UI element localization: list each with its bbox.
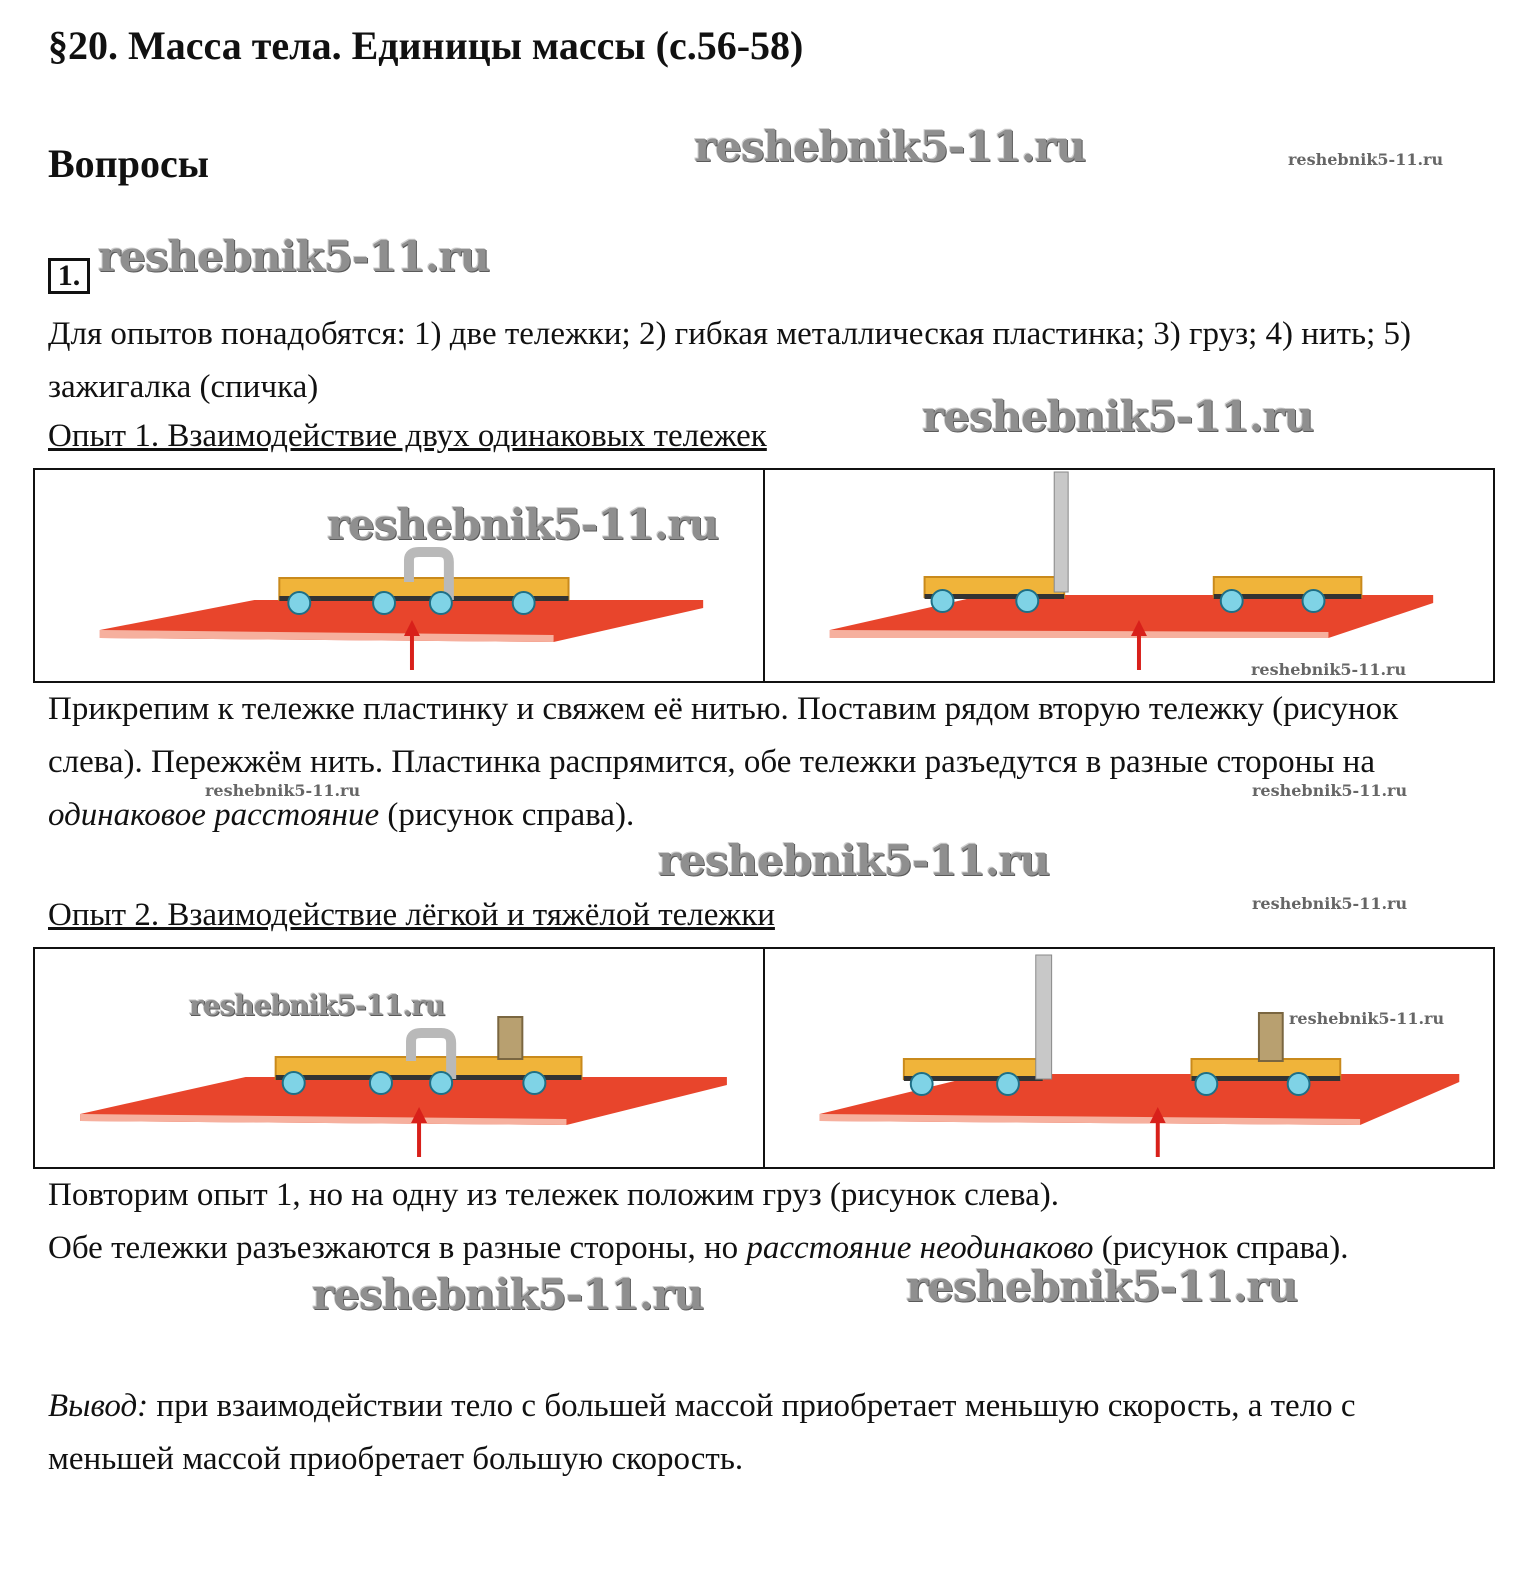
wheel — [1303, 590, 1325, 612]
watermark: reshebnik5-11.ru — [1289, 1009, 1445, 1028]
wheel — [523, 1072, 545, 1094]
question-number: 1. — [48, 258, 90, 294]
watermark: reshebnik5-11.ru — [906, 1262, 1298, 1311]
experiment1-left-panel — [35, 470, 763, 681]
wheel — [430, 1072, 452, 1094]
wheel — [997, 1073, 1019, 1095]
watermark: reshebnik5-11.ru — [1252, 894, 1408, 913]
weight — [498, 1017, 522, 1059]
watermark: reshebnik5-11.ru — [922, 392, 1314, 441]
watermark: reshebnik5-11.ru — [1288, 150, 1444, 169]
carts-with-weight-separated-illustration — [765, 949, 1493, 1167]
watermark: reshebnik5-11.ru — [327, 500, 719, 549]
page-title: §20. Масса тела. Единицы массы (с.56-58) — [48, 23, 804, 68]
conclusion-body: при взаимодействии тело с большей массой приобретает меньшую скорость, а тело с меньшей массой приобретает большую скорость. — [48, 1388, 1356, 1477]
wheel — [283, 1072, 305, 1094]
experiment1-right-panel — [763, 470, 1493, 681]
wheel — [1195, 1073, 1217, 1095]
experiment1-italic: одинаковое расстояние — [48, 797, 380, 833]
watermark: reshebnik5-11.ru — [98, 232, 490, 281]
conclusion-label: Вывод: — [48, 1388, 149, 1424]
wheel — [932, 590, 954, 612]
experiment2-text — [48, 1169, 1488, 1275]
watermark: reshebnik5-11.ru — [1252, 781, 1408, 800]
experiment2-figure — [33, 947, 1495, 1169]
wheel — [1288, 1073, 1310, 1095]
experiment1-text-part: Прикрепим к тележке пластинку и свяжем её нитью. Поставим рядом вторую тележку (рисунок слева). Пережжём нить. Пластинка распрямится, обе тележки разъедутся в разные стороны на — [48, 691, 1399, 780]
carts-with-weight-joined-illustration — [35, 949, 763, 1167]
watermark: reshebnik5-11.ru — [189, 989, 445, 1022]
watermark: reshebnik5-11.ru — [205, 781, 361, 800]
straight-plate — [1054, 472, 1068, 592]
experiment2-text-part: (рисунок справа). — [1093, 1230, 1349, 1266]
experiment2-right-panel — [763, 949, 1493, 1167]
experiment1-text-part: (рисунок справа). — [379, 797, 635, 833]
experiment1-heading: Опыт 1. Взаимодействие двух одинаковых тележек — [48, 418, 767, 454]
watermark: reshebnik5-11.ru — [1251, 660, 1407, 679]
experiment2-italic: расстояние неодинаково — [746, 1230, 1094, 1266]
experiment1-figure — [33, 468, 1495, 683]
section-heading: Вопросы — [48, 141, 209, 186]
wheel — [1016, 590, 1038, 612]
watermark: reshebnik5-11.ru — [658, 836, 1050, 885]
wheel — [513, 592, 535, 614]
wheel — [1221, 590, 1243, 612]
experiment2-heading: Опыт 2. Взаимодействие лёгкой и тяжёлой тележки — [48, 897, 775, 933]
intro-text: Для опытов понадобятся: 1) две тележки; 2) гибкая металлическая пластинка; 3) груз; 4) нить; 5) зажигалка (спичка) — [48, 316, 1411, 405]
wheel — [288, 592, 310, 614]
carts-separated-illustration — [765, 470, 1493, 681]
experiment2-left-panel — [35, 949, 763, 1167]
wheel — [373, 592, 395, 614]
wheel — [911, 1073, 933, 1095]
experiment2-line1: Повторим опыт 1, но на одну из тележек положим груз (рисунок слева). — [48, 1177, 1059, 1213]
wheel — [370, 1072, 392, 1094]
wheel — [430, 592, 452, 614]
experiment1-text — [48, 683, 1488, 842]
experiment2-text-part: Обе тележки разъезжаются в разные стороны, но — [48, 1230, 747, 1266]
watermark: reshebnik5-11.ru — [694, 122, 1086, 171]
conclusion-text — [48, 1380, 1488, 1486]
straight-plate — [1036, 955, 1052, 1079]
watermark: reshebnik5-11.ru — [312, 1270, 704, 1319]
weight — [1259, 1013, 1283, 1061]
